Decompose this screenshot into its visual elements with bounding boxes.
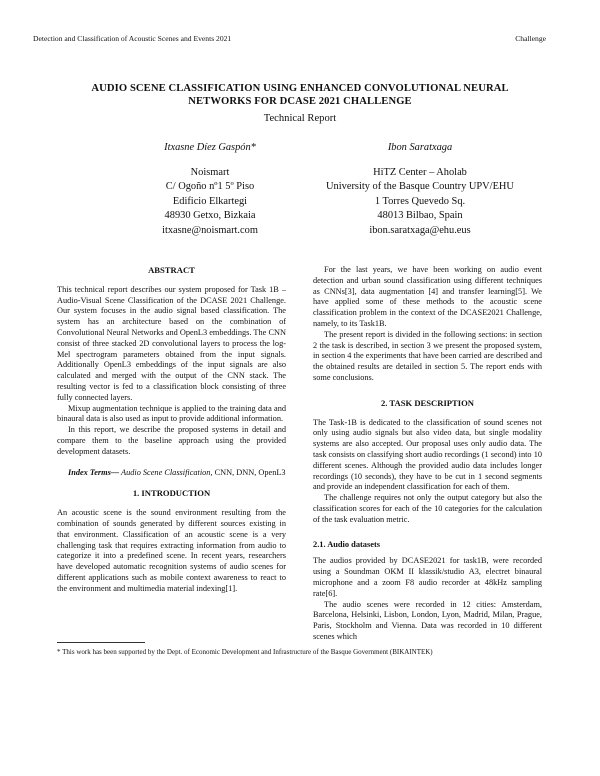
right-column	[313, 265, 542, 643]
left-column	[57, 265, 286, 595]
author-email: ibon.saratxaga@ehu.eus	[369, 224, 471, 236]
audio-datasets-heading: 2.1. Audio datasets	[313, 539, 381, 549]
author-address: Edificio Elkartegi	[172, 195, 248, 207]
paper-subtitle: Technical Report	[263, 113, 337, 124]
introduction-paragraph: For the last years, we have been working on audio event detection and urban sound classification using different techniques as CNNs[3], data augmentation [4] and transfer learning[5]. We have applied some of these methods to the acoustic scene classification problem in the context of the DCASE2021 Challenge, namely, to its Task1B.	[313, 265, 542, 328]
author-address: 48013 Bilbao, Spain	[377, 210, 463, 222]
running-header-left: Detection and Classification of Acoustic Scenes and Events 2021	[33, 34, 232, 43]
abstract-paragraph: Mixup augmentation technique is applied to the training data and binaural data is also used as input to provide additional information.	[57, 403, 286, 424]
author-name: Ibon Saratxaga	[387, 142, 453, 153]
paper-title	[60, 82, 540, 108]
author-block-1	[110, 141, 310, 239]
footnote: * This work has been supported by the Dept. of Economic Development and Infrastructure of the Basque Government (BIKAINTEK)	[57, 648, 433, 656]
audio-datasets-paragraph: The audio scenes were recorded in 12 cities: Amsterdam, Barcelona, Helsinki, Lisbon, London, Lyon, Madrid, Milan, Prague, Paris, Stockholm and Vienna. Data was recorded in 10 different scenes which	[313, 599, 542, 641]
introduction-paragraph: An acoustic scene is the sound environment resulting from the combination of sounds generated by different sources existing in that environment. Classification of an acoustic scene is a very challenging task that requires extracting information from audio to categorize it into a predefined scene. In recent years, researchers have developed automatic recognition systems of audio scenes for different applications such as mobile context awareness to react to the environment and multimedia material indexing[1].	[57, 508, 286, 593]
footnote-rule	[57, 642, 145, 643]
author-email: itxasne@noismart.com	[162, 224, 258, 236]
task-description-heading: 2. TASK DESCRIPTION	[380, 397, 475, 408]
index-terms-label: Index Terms—	[68, 467, 120, 477]
running-header-right: Challenge	[515, 34, 546, 43]
author-address: 1 Torres Quevedo Sq.	[374, 195, 466, 207]
index-terms	[57, 468, 286, 479]
paper-title-line-1: AUDIO SCENE CLASSIFICATION USING ENHANCED CONVOLUTIONAL NEURAL	[91, 83, 509, 94]
author-affiliation: University of the Basque Country UPV/EHU	[326, 181, 514, 193]
author-address: 48930 Getxo, Bizkaia	[164, 210, 256, 222]
author-address: C/ Ogoño nº1 5º Piso	[165, 181, 255, 193]
introduction-paragraph: The present report is divided in the following sections: in section 2 the task is described, in section 3 we present the proposed system, in section 4 the experiments that have been carried are described and the obtained results are detailed in section 5. The report ends with some conclusions.	[313, 329, 542, 382]
task-description-paragraph: The challenge requires not only the output category but also the classification scores for each of the 10 categories for the calculation of the task evaluation metric.	[313, 493, 542, 524]
author-name: Itxasne Díez Gaspón*	[164, 142, 256, 153]
index-terms-rest: CNN, DNN, OpenL3	[212, 467, 286, 477]
abstract-paragraph: In this report, we describe the proposed systems in detail and compare them to the baseline approach using the provided development datasets.	[57, 425, 286, 456]
abstract-heading: ABSTRACT	[148, 265, 195, 275]
author-affiliation: HiTZ Center – Aholab	[373, 166, 467, 178]
introduction-heading: 1. INTRODUCTION	[132, 488, 211, 499]
author-affiliation: Noismart	[190, 166, 230, 178]
paper-title-line-2: NETWORKS FOR DCASE 2021 CHALLENGE	[188, 96, 412, 107]
index-terms-italic: Audio Scene Classification,	[119, 467, 213, 477]
author-block-2	[315, 141, 525, 239]
audio-datasets-paragraph: The audios provided by DCASE2021 for task1B, were recorded using a Soundman OKM II klassik/studio A3, electret binaural microphone and a zoom F8 audio recorder at 48kHz sampling rate[6].	[313, 556, 542, 598]
task-description-paragraph: The Task-1B is dedicated to the classification of sound scenes not only using audio signals but also video data, but single modality systems are also accepted. Our proposal uses only audio data. The task consists on classifying short audio recordings (1 second) into 10 different scenes. Although the provided audio data includes longer recordings (10 seconds), they have to be cut in 1 second segments and provide an independent classification for each of them.	[313, 417, 542, 492]
abstract-paragraph: This technical report describes our system proposed for Task 1B – Audio-Visual Scene Classification of the DCASE 2021 Challenge. Our system focuses in the audio signal based classification. The system has an architecture based on the combination of Convolutional Neural Networks and OpenL3 embeddings. The CNN consist of three stacked 2D convolutional layers to process the log-Mel spectrogram parameters obtained from the input signals. Additionally OpenL3 embeddings of the input signals are also calculated and merged with the output of the CNN stack. The resulting vector is fed to a classification block consisting of three fully connected layers.	[57, 284, 286, 402]
